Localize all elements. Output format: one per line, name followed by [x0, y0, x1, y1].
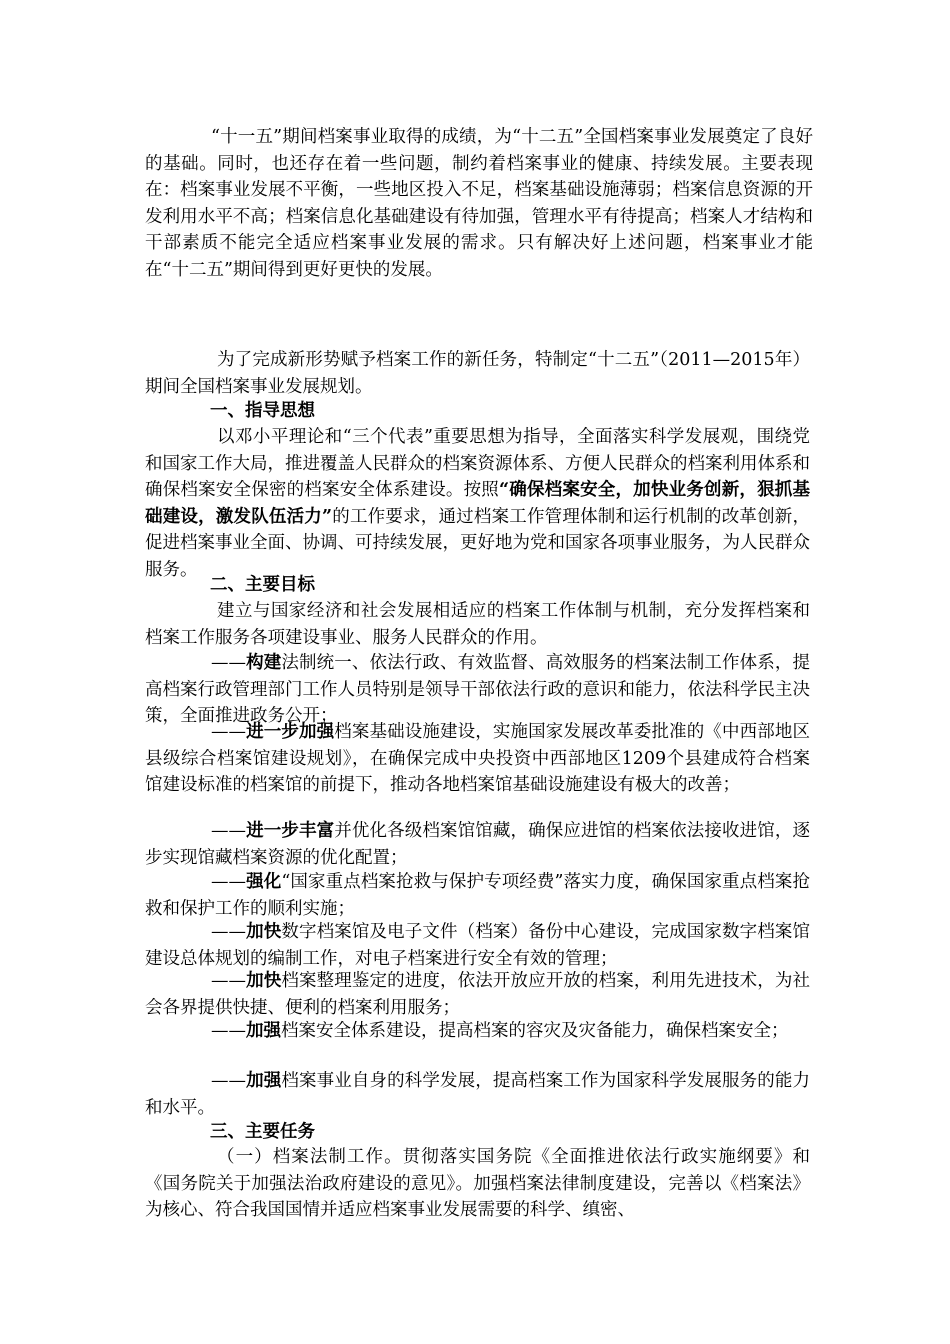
task-legal-paragraph: （一）档案法制工作。贯彻落实国务院《全面推进依法行政实施纲要》和《国务院关于加强法治政府建设的意见》。加强档案法律制度建设，完善以《档案法》为核心、符合我国国情并适应档案事业发展需要的科学、缜密、	[145, 1147, 810, 1220]
goal-dash: ——	[211, 1021, 246, 1041]
goal-text: 并优化各级档案馆馆藏，确保应进馆的档案依法接收进馆，逐步实现馆藏档案资源的优化配置；	[145, 821, 810, 868]
goal-dash: ——	[211, 922, 246, 942]
goal-text: 档案事业自身的科学发展，提高档案工作为国家科学发展服务的能力和水平。	[145, 1071, 810, 1118]
goal-item	[145, 818, 810, 871]
goals-intro-paragraph: 建立与国家经济和社会发展相适应的档案工作体制与机制，充分发挥档案和档案工作服务各项建设事业、服务人民群众的作用。	[145, 601, 810, 648]
goal-item	[145, 1018, 810, 1045]
goal-keyword: 加强	[246, 1021, 281, 1041]
goal-keyword: 构建	[246, 653, 282, 673]
goal-text: 数字档案馆及电子文件（档案）备份中心建设，完成国家数字档案馆建设总体规划的编制工作，对电子档案进行安全有效的管理；	[145, 922, 810, 969]
goal-keyword: 强化	[246, 872, 282, 892]
goal-text: “国家重点档案抢救与保护专项经费”落实力度，确保国家重点档案抢救和保护工作的顺利实施；	[145, 872, 810, 919]
goal-dash: ——	[211, 1071, 246, 1091]
goal-dash: ——	[211, 872, 246, 892]
goal-item	[145, 968, 810, 1021]
goal-item	[145, 919, 810, 972]
goal-dash: ——	[211, 821, 246, 841]
goal-text: 档案整理鉴定的进度，依法开放应开放的档案，利用先进技术，为社会各界提供快捷、便利的档案利用服务；	[145, 971, 810, 1018]
heading-main-goals: 二、主要目标	[210, 575, 315, 595]
guiding-text-part1: 以邓小平理论和“三个代表”重要思想为指导，全面落实科学发展观，围绕党和国家工作大局，推进覆盖人民群众的档案资源体系、方便人民群众的档案利用体系和确保档案安全保密的档案安全体系建设。按照	[145, 427, 810, 500]
goal-text: 法制统一、依法行政、有效监督、高效服务的档案法制工作体系，提高档案行政管理部门工作人员特别是领导干部依法行政的意识和能力，依法科学民主决策，全面推进政务公开；	[145, 653, 810, 726]
goal-item	[145, 1068, 810, 1121]
goal-dash: ——	[211, 971, 246, 991]
goal-keyword: 进一步丰富	[246, 821, 335, 841]
guiding-requirement-bold: “确保档案安全，加快业务创新，狠抓基础建设，激发队伍活力”	[145, 480, 810, 527]
heading-guiding-ideology: 一、指导思想	[210, 401, 315, 421]
intro-paragraph: “十一五”期间档案事业取得的成绩，为“十二五”全国档案事业发展奠定了良好的基础。同时，也还存在着一些问题，制约着档案事业的健康、持续发展。主要表现在：档案事业发展不平衡，一些地区投入不足，档案基础设施薄弱；档案信息资源的开发利用水平不高；档案信息化基础建设有待加强，管理水平有待提高；档案人才结构和干部素质不能完全适应档案事业发展的需求。只有解决好上述问题，档案事业才能在“十二五”期间得到更好更快的发展。	[145, 127, 813, 280]
goal-keyword: 加快	[246, 971, 282, 991]
goal-item	[145, 869, 810, 922]
guiding-ideology-paragraph	[145, 424, 810, 583]
goal-dash: ——	[211, 653, 246, 673]
goal-keyword: 加强	[246, 1071, 282, 1091]
goal-keyword: 进一步加强	[246, 722, 335, 742]
guiding-text-part2: 的工作要求，通过档案工作管理体制和运行机制的改革创新，促进档案事业全面、协调、可持续发展，更好地为党和国家各项事业服务，为人民群众服务。	[145, 506, 810, 580]
goal-text: 档案基础设施建设，实施国家发展改革委批准的《中西部地区县级综合档案馆建设规划》，在确保完成中央投资中西部地区1209个县建成符合档案馆建设标准的档案馆的前提下，推动各地档案馆基础设施建设有极大的改善；	[145, 722, 810, 795]
purpose-paragraph: 为了完成新形势赋予档案工作的新任务，特制定“十二五”（2011—2015年）期间全国档案事业发展规划。	[145, 350, 810, 397]
goal-keyword: 加快	[246, 922, 282, 942]
goal-item	[145, 719, 810, 799]
goal-text: 档案安全体系建设，提高档案的容灾及灾备能力，确保档案安全；	[281, 1021, 789, 1041]
goal-item	[145, 650, 810, 730]
heading-main-tasks: 三、主要任务	[210, 1122, 315, 1142]
goal-dash: ——	[211, 722, 246, 742]
